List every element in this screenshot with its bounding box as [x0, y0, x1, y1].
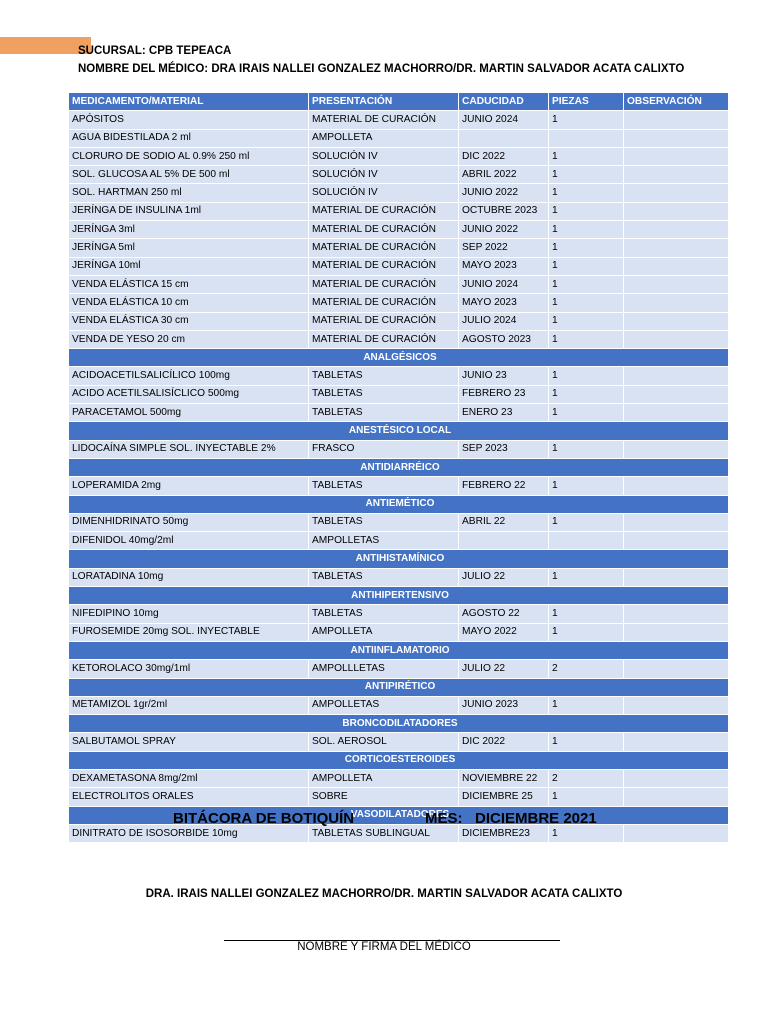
cell-observation — [624, 221, 729, 239]
cell-presentation: SOL. AEROSOL — [309, 733, 459, 751]
table-row — [69, 385, 729, 403]
cell-medication: VENDA DE YESO 20 cm — [69, 330, 309, 348]
cell-pieces: 1 — [549, 623, 624, 641]
cell-observation — [624, 239, 729, 257]
cell-presentation: AMPOLLLETAS — [309, 660, 459, 678]
table-row — [69, 532, 729, 550]
cell-presentation: MATERIAL DE CURACIÓN — [309, 312, 459, 330]
cell-pieces: 1 — [549, 147, 624, 165]
doctor-name-line: NOMBRE DEL MÉDICO: DRA IRAIS NALLEI GONZALEZ MACHORRO/DR. MARTIN SALVADOR ACATA CALIXTO — [78, 63, 685, 75]
cell-pieces — [549, 532, 624, 550]
category-row — [69, 495, 729, 513]
cell-observation — [624, 568, 729, 586]
cell-observation — [624, 111, 729, 129]
cell-presentation: AMPOLLETAS — [309, 696, 459, 714]
cell-pieces — [549, 129, 624, 147]
branch-line: SUCURSAL: CPB TEPEACA — [78, 45, 232, 57]
category-row — [69, 806, 729, 824]
category-label: BRONCODILATADORES — [69, 715, 729, 733]
cell-presentation: MATERIAL DE CURACIÓN — [309, 275, 459, 293]
cell-expiry: DIC 2022 — [459, 147, 549, 165]
cell-observation — [624, 769, 729, 787]
cell-expiry: MAYO 2023 — [459, 257, 549, 275]
cell-expiry: DICIEMBRE 25 — [459, 788, 549, 806]
cell-presentation: TABLETAS — [309, 385, 459, 403]
cell-presentation: TABLETAS — [309, 568, 459, 586]
cell-medication: JERÍNGA 10ml — [69, 257, 309, 275]
cell-expiry: OCTUBRE 2023 — [459, 202, 549, 220]
table-row — [69, 166, 729, 184]
cell-medication: VENDA ELÁSTICA 15 cm — [69, 275, 309, 293]
cell-medication: VENDA ELÁSTICA 30 cm — [69, 312, 309, 330]
category-row — [69, 422, 729, 440]
cell-expiry — [459, 532, 549, 550]
cell-medication: SOL. HARTMAN 250 ml — [69, 184, 309, 202]
category-label: ANTIEMÉTICO — [69, 495, 729, 513]
cell-observation — [624, 166, 729, 184]
cell-medication: ACIDOACETILSALICÍLICO 100mg — [69, 367, 309, 385]
cell-observation — [624, 257, 729, 275]
cell-pieces: 1 — [549, 824, 624, 842]
cell-pieces: 1 — [549, 275, 624, 293]
category-label: ANALGÉSICOS — [69, 349, 729, 367]
cell-expiry: FEBRERO 22 — [459, 477, 549, 495]
cell-observation — [624, 275, 729, 293]
cell-presentation: AMPOLLETA — [309, 769, 459, 787]
cell-presentation: AMPOLLETAS — [309, 532, 459, 550]
cell-presentation: MATERIAL DE CURACIÓN — [309, 294, 459, 312]
table-row — [69, 477, 729, 495]
column-header-observation: OBSERVACIÓN — [624, 93, 729, 111]
cell-medication: ELECTROLITOS ORALES — [69, 788, 309, 806]
cell-expiry: SEP 2022 — [459, 239, 549, 257]
category-row — [69, 715, 729, 733]
cell-expiry: JULIO 2024 — [459, 312, 549, 330]
cell-observation — [624, 404, 729, 422]
table-row — [69, 605, 729, 623]
cell-pieces: 1 — [549, 294, 624, 312]
cell-presentation: TABLETAS — [309, 513, 459, 531]
cell-medication: AGUA BIDESTILADA 2 ml — [69, 129, 309, 147]
cell-medication: DIFENIDOL 40mg/2ml — [69, 532, 309, 550]
table-body — [69, 111, 729, 843]
cell-pieces: 1 — [549, 312, 624, 330]
cell-expiry: DICIEMBRE23 — [459, 824, 549, 842]
cell-medication: LOPERAMIDA 2mg — [69, 477, 309, 495]
table-row — [69, 184, 729, 202]
cell-medication: APÓSITOS — [69, 111, 309, 129]
table-row — [69, 312, 729, 330]
table-row — [69, 330, 729, 348]
cell-presentation: TABLETAS — [309, 367, 459, 385]
table-row — [69, 788, 729, 806]
cell-observation — [624, 330, 729, 348]
cell-expiry: JUNIO 2022 — [459, 184, 549, 202]
category-label: CORTICOESTEROIDES — [69, 751, 729, 769]
category-row — [69, 678, 729, 696]
cell-expiry: AGOSTO 2023 — [459, 330, 549, 348]
cell-medication: DINITRATO DE ISOSORBIDE 10mg — [69, 824, 309, 842]
table-row — [69, 239, 729, 257]
cell-medication: METAMIZOL 1gr/2ml — [69, 696, 309, 714]
cell-expiry: AGOSTO 22 — [459, 605, 549, 623]
cell-medication: KETOROLACO 30mg/1ml — [69, 660, 309, 678]
cell-expiry: JUNIO 2022 — [459, 221, 549, 239]
cell-pieces: 1 — [549, 404, 624, 422]
cell-presentation: SOLUCIÓN IV — [309, 147, 459, 165]
cell-observation — [624, 623, 729, 641]
cell-observation — [624, 294, 729, 312]
cell-expiry — [459, 129, 549, 147]
cell-presentation: TABLETAS SUBLINGUAL — [309, 824, 459, 842]
cell-presentation: AMPOLLETA — [309, 623, 459, 641]
cell-expiry: DIC 2022 — [459, 733, 549, 751]
cell-pieces: 1 — [549, 221, 624, 239]
cell-pieces: 1 — [549, 367, 624, 385]
cell-presentation: MATERIAL DE CURACIÓN — [309, 221, 459, 239]
cell-observation — [624, 660, 729, 678]
doctors-name: DRA. IRAIS NALLEI GONZALEZ MACHORRO/DR. MARTIN SALVADOR ACATA CALIXTO — [145, 888, 623, 900]
cell-presentation: FRASCO — [309, 440, 459, 458]
cell-medication: NIFEDIPINO 10mg — [69, 605, 309, 623]
category-row — [69, 641, 729, 659]
cell-medication: JERÍNGA 3ml — [69, 221, 309, 239]
month-label: MES: DICIEMBRE 2021 — [425, 810, 597, 827]
cell-pieces: 1 — [549, 385, 624, 403]
cell-expiry: JULIO 22 — [459, 568, 549, 586]
cell-observation — [624, 385, 729, 403]
cell-presentation: SOBRE — [309, 788, 459, 806]
category-row — [69, 587, 729, 605]
table-row — [69, 404, 729, 422]
table-row — [69, 769, 729, 787]
signature-label: NOMBRE Y FIRMA DEL MÉDICO — [297, 941, 471, 953]
cell-presentation: TABLETAS — [309, 605, 459, 623]
cell-pieces: 1 — [549, 696, 624, 714]
cell-presentation: TABLETAS — [309, 404, 459, 422]
cell-expiry: ENERO 23 — [459, 404, 549, 422]
column-header-presentation: PRESENTACIÓN — [309, 93, 459, 111]
cell-presentation: MATERIAL DE CURACIÓN — [309, 257, 459, 275]
cell-pieces: 1 — [549, 239, 624, 257]
cell-observation — [624, 312, 729, 330]
table-row — [69, 221, 729, 239]
cell-pieces: 1 — [549, 202, 624, 220]
cell-presentation: AMPOLLETA — [309, 129, 459, 147]
table-row — [69, 202, 729, 220]
cell-medication: SALBUTAMOL SPRAY — [69, 733, 309, 751]
cell-presentation: SOLUCIÓN IV — [309, 166, 459, 184]
cell-expiry: MAYO 2022 — [459, 623, 549, 641]
table-row — [69, 129, 729, 147]
table-header-row — [69, 93, 729, 111]
table-row — [69, 147, 729, 165]
cell-observation — [624, 129, 729, 147]
cell-observation — [624, 696, 729, 714]
category-row — [69, 349, 729, 367]
cell-expiry: ABRIL 2022 — [459, 166, 549, 184]
table-row — [69, 440, 729, 458]
cell-expiry: JUNIO 2024 — [459, 275, 549, 293]
category-label: ANTIDIARRÉICO — [69, 458, 729, 476]
cell-pieces: 1 — [549, 184, 624, 202]
cell-observation — [624, 202, 729, 220]
table-row — [69, 367, 729, 385]
table-row — [69, 513, 729, 531]
category-row — [69, 751, 729, 769]
category-label: ANTIHISTAMÍNICO — [69, 550, 729, 568]
cell-medication: DEXAMETASONA 8mg/2ml — [69, 769, 309, 787]
cell-pieces: 1 — [549, 440, 624, 458]
column-header-pieces: PIEZAS — [549, 93, 624, 111]
cell-expiry: FEBRERO 23 — [459, 385, 549, 403]
cell-medication: PARACETAMOL 500mg — [69, 404, 309, 422]
cell-observation — [624, 513, 729, 531]
cell-pieces: 1 — [549, 733, 624, 751]
cell-observation — [624, 367, 729, 385]
cell-expiry: NOVIEMBRE 22 — [459, 769, 549, 787]
cell-medication: LIDOCAÍNA SIMPLE SOL. INYECTABLE 2% — [69, 440, 309, 458]
table-row — [69, 660, 729, 678]
table-row — [69, 294, 729, 312]
cell-observation — [624, 788, 729, 806]
cell-pieces: 1 — [549, 257, 624, 275]
cell-pieces: 1 — [549, 477, 624, 495]
category-label: ANTIPIRÉTICO — [69, 678, 729, 696]
cell-expiry: SEP 2023 — [459, 440, 549, 458]
cell-medication: FUROSEMIDE 20mg SOL. INYECTABLE — [69, 623, 309, 641]
category-row — [69, 458, 729, 476]
cell-pieces: 1 — [549, 788, 624, 806]
inventory-table — [68, 92, 729, 843]
cell-pieces: 1 — [549, 166, 624, 184]
cell-expiry: MAYO 2023 — [459, 294, 549, 312]
cell-medication: ACIDO ACETILSALISÍCLICO 500mg — [69, 385, 309, 403]
log-title: BITÁCORA DE BOTIQUÍN — [173, 810, 355, 827]
cell-pieces: 1 — [549, 605, 624, 623]
cell-pieces: 1 — [549, 568, 624, 586]
cell-pieces: 1 — [549, 513, 624, 531]
cell-presentation: MATERIAL DE CURACIÓN — [309, 111, 459, 129]
cell-presentation: MATERIAL DE CURACIÓN — [309, 202, 459, 220]
table-row — [69, 275, 729, 293]
cell-expiry: ABRIL 22 — [459, 513, 549, 531]
cell-expiry: JULIO 22 — [459, 660, 549, 678]
cell-pieces: 2 — [549, 769, 624, 787]
cell-observation — [624, 477, 729, 495]
cell-pieces: 1 — [549, 330, 624, 348]
cell-observation — [624, 733, 729, 751]
cell-medication: SOL. GLUCOSA AL 5% DE 500 ml — [69, 166, 309, 184]
table-row — [69, 824, 729, 842]
category-label: ANESTÉSICO LOCAL — [69, 422, 729, 440]
cell-observation — [624, 147, 729, 165]
cell-pieces: 2 — [549, 660, 624, 678]
table-row — [69, 696, 729, 714]
category-label: ANTIINFLAMATORIO — [69, 641, 729, 659]
cell-presentation: SOLUCIÓN IV — [309, 184, 459, 202]
table-row — [69, 733, 729, 751]
cell-medication: CLORURO DE SODIO AL 0.9% 250 ml — [69, 147, 309, 165]
cell-expiry: JUNIO 2023 — [459, 696, 549, 714]
cell-observation — [624, 824, 729, 842]
cell-presentation: TABLETAS — [309, 477, 459, 495]
cell-medication: VENDA ELÁSTICA 10 cm — [69, 294, 309, 312]
cell-medication: LORATADINA 10mg — [69, 568, 309, 586]
cell-observation — [624, 184, 729, 202]
cell-medication: JERÍNGA DE INSULINA 1ml — [69, 202, 309, 220]
cell-observation — [624, 440, 729, 458]
table-row — [69, 623, 729, 641]
table-row — [69, 257, 729, 275]
cell-expiry: JUNIO 23 — [459, 367, 549, 385]
table-row — [69, 568, 729, 586]
cell-medication: DIMENHIDRINATO 50mg — [69, 513, 309, 531]
category-row — [69, 550, 729, 568]
category-label: VASODILATADORES — [69, 806, 729, 824]
column-header-medication: MEDICAMENTO/MATERIAL — [69, 93, 309, 111]
cell-observation — [624, 605, 729, 623]
table-row — [69, 111, 729, 129]
cell-presentation: MATERIAL DE CURACIÓN — [309, 239, 459, 257]
cell-medication: JERÍNGA 5ml — [69, 239, 309, 257]
cell-presentation: MATERIAL DE CURACIÓN — [309, 330, 459, 348]
category-label: ANTIHIPERTENSIVO — [69, 587, 729, 605]
cell-pieces: 1 — [549, 111, 624, 129]
cell-expiry: JUNIO 2024 — [459, 111, 549, 129]
cell-observation — [624, 532, 729, 550]
column-header-expiry: CADUCIDAD — [459, 93, 549, 111]
